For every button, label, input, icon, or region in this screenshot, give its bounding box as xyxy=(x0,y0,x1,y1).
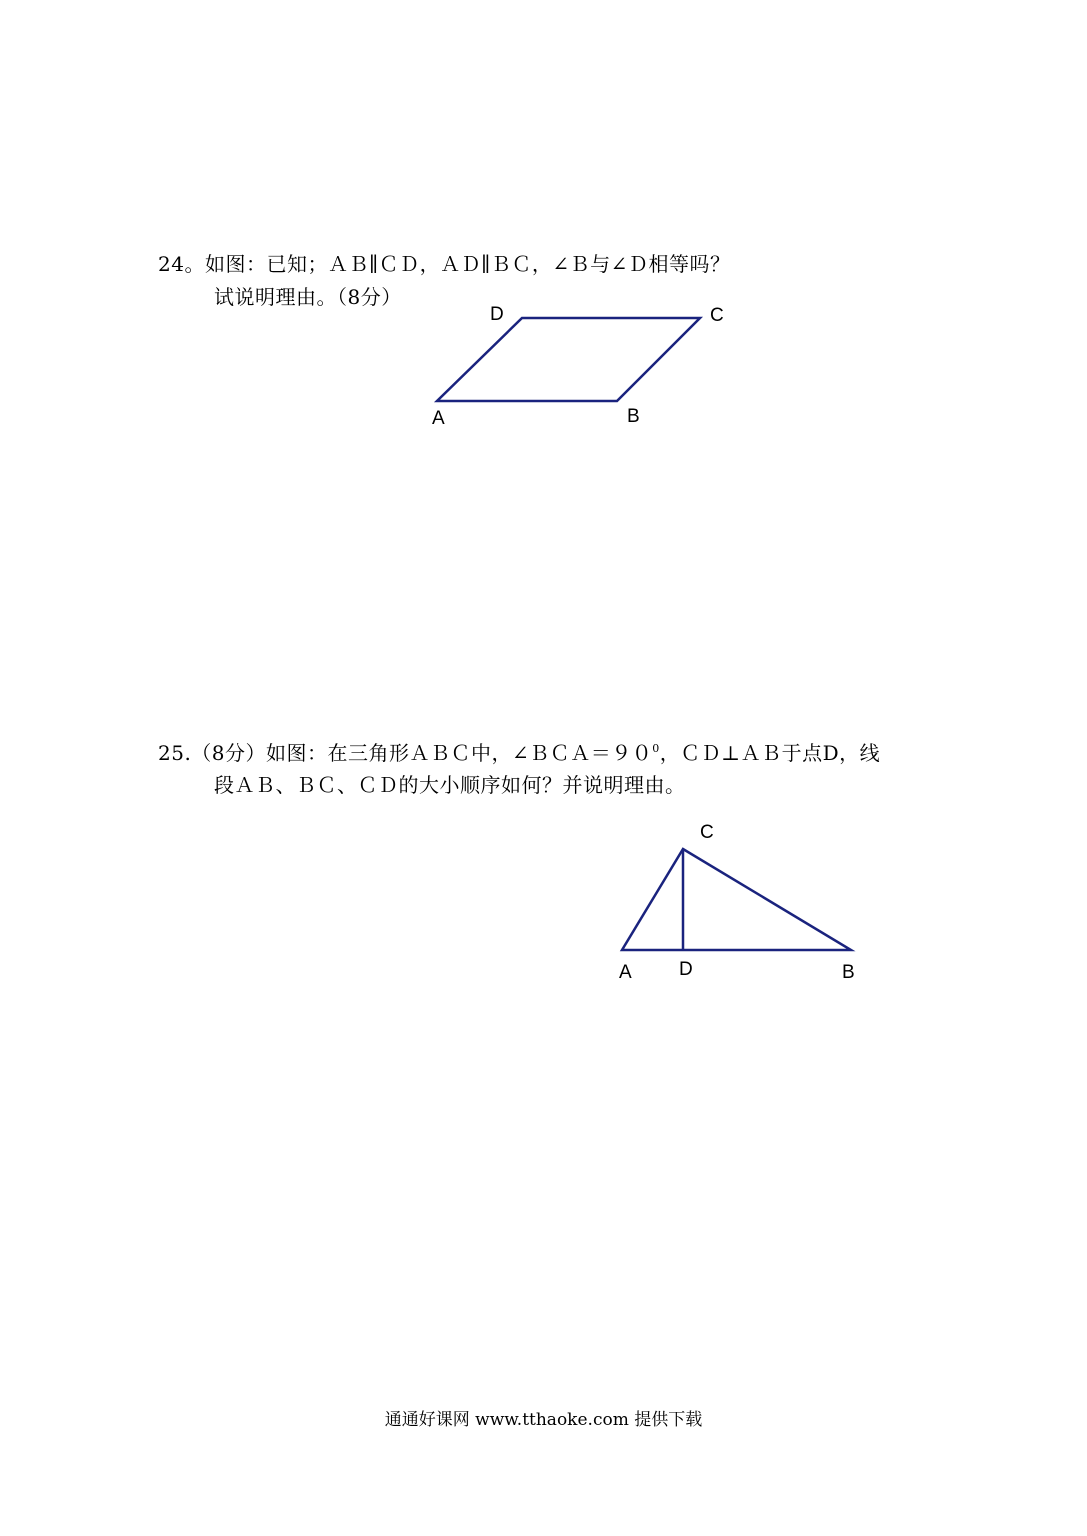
vertex-label-a: A xyxy=(432,408,445,429)
question-25-text-b: ，ＣＤ⊥ＡＢ于点D，线 xyxy=(659,741,881,765)
footer-credit: 通通好课网 www.tthaoke.com 提供下载 xyxy=(384,1410,703,1430)
foot-label-d: D xyxy=(679,959,693,980)
question-24-line-1: 24。如图：已知；ＡＢ∥ＣＤ，ＡＤ∥ＢＣ，∠Ｂ与∠Ｄ相等吗？ xyxy=(158,252,731,276)
question-24-line-2: 试说明理由。（8分） xyxy=(214,285,402,309)
vertex-label-c: C xyxy=(710,305,724,326)
vertex-label-c: C xyxy=(700,822,714,843)
question-25-text-a: 25.（8分）如图：在三角形ＡＢＣ中，∠ＢＣＡ＝９０ xyxy=(158,741,653,765)
vertex-label-b: B xyxy=(627,406,640,427)
vertex-label-a: A xyxy=(619,962,632,983)
question-25-line-1 xyxy=(158,739,880,767)
parallelogram-abcd xyxy=(437,318,700,401)
question-25-line-2: 段ＡＢ、ＢＣ、ＣＤ的大小顺序如何？并说明理由。 xyxy=(214,773,686,797)
vertex-label-b: B xyxy=(842,962,855,983)
triangle-abc xyxy=(622,849,851,950)
right-triangle-figure xyxy=(619,822,855,983)
parallelogram-figure xyxy=(432,304,724,429)
degree-superscript: 0 xyxy=(652,742,660,755)
vertex-label-d: D xyxy=(490,304,504,325)
